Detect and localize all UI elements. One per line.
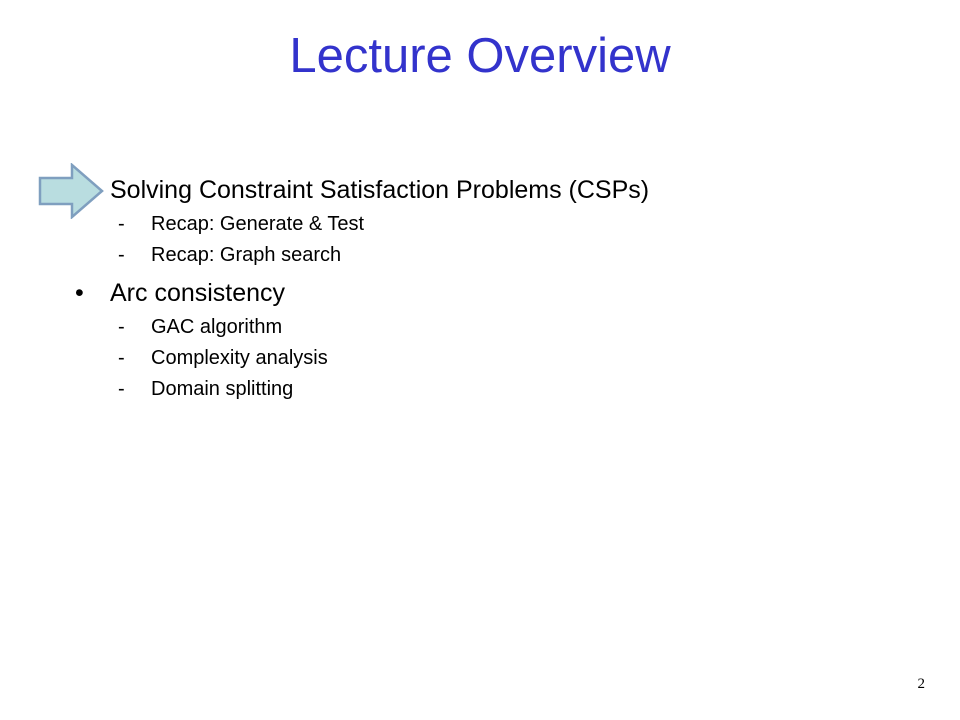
bullet-marker: • (75, 279, 84, 307)
page-number: 2 (917, 676, 925, 692)
sub-item-complexity-analysis: Complexity analysis (151, 347, 328, 369)
sub-item-dash: - (118, 347, 125, 369)
sub-item-graph-search: Recap: Graph search (151, 244, 342, 266)
list-item-solving-csps: Solving Constraint Satisfaction Problems (CSPs) (110, 176, 650, 204)
sub-item-dash: - (118, 316, 125, 338)
slide-title: Lecture Overview (289, 29, 671, 83)
arrow-icon (38, 163, 104, 219)
sub-item-dash: - (118, 244, 125, 266)
sub-item-dash: - (118, 378, 125, 400)
sub-item-generate-test: Recap: Generate & Test (151, 213, 365, 235)
sub-item-domain-splitting: Domain splitting (151, 378, 294, 400)
list-item-arc-consistency: Arc consistency (110, 279, 286, 307)
sub-item-dash: - (118, 213, 125, 235)
sub-item-gac-algorithm: GAC algorithm (151, 316, 283, 338)
